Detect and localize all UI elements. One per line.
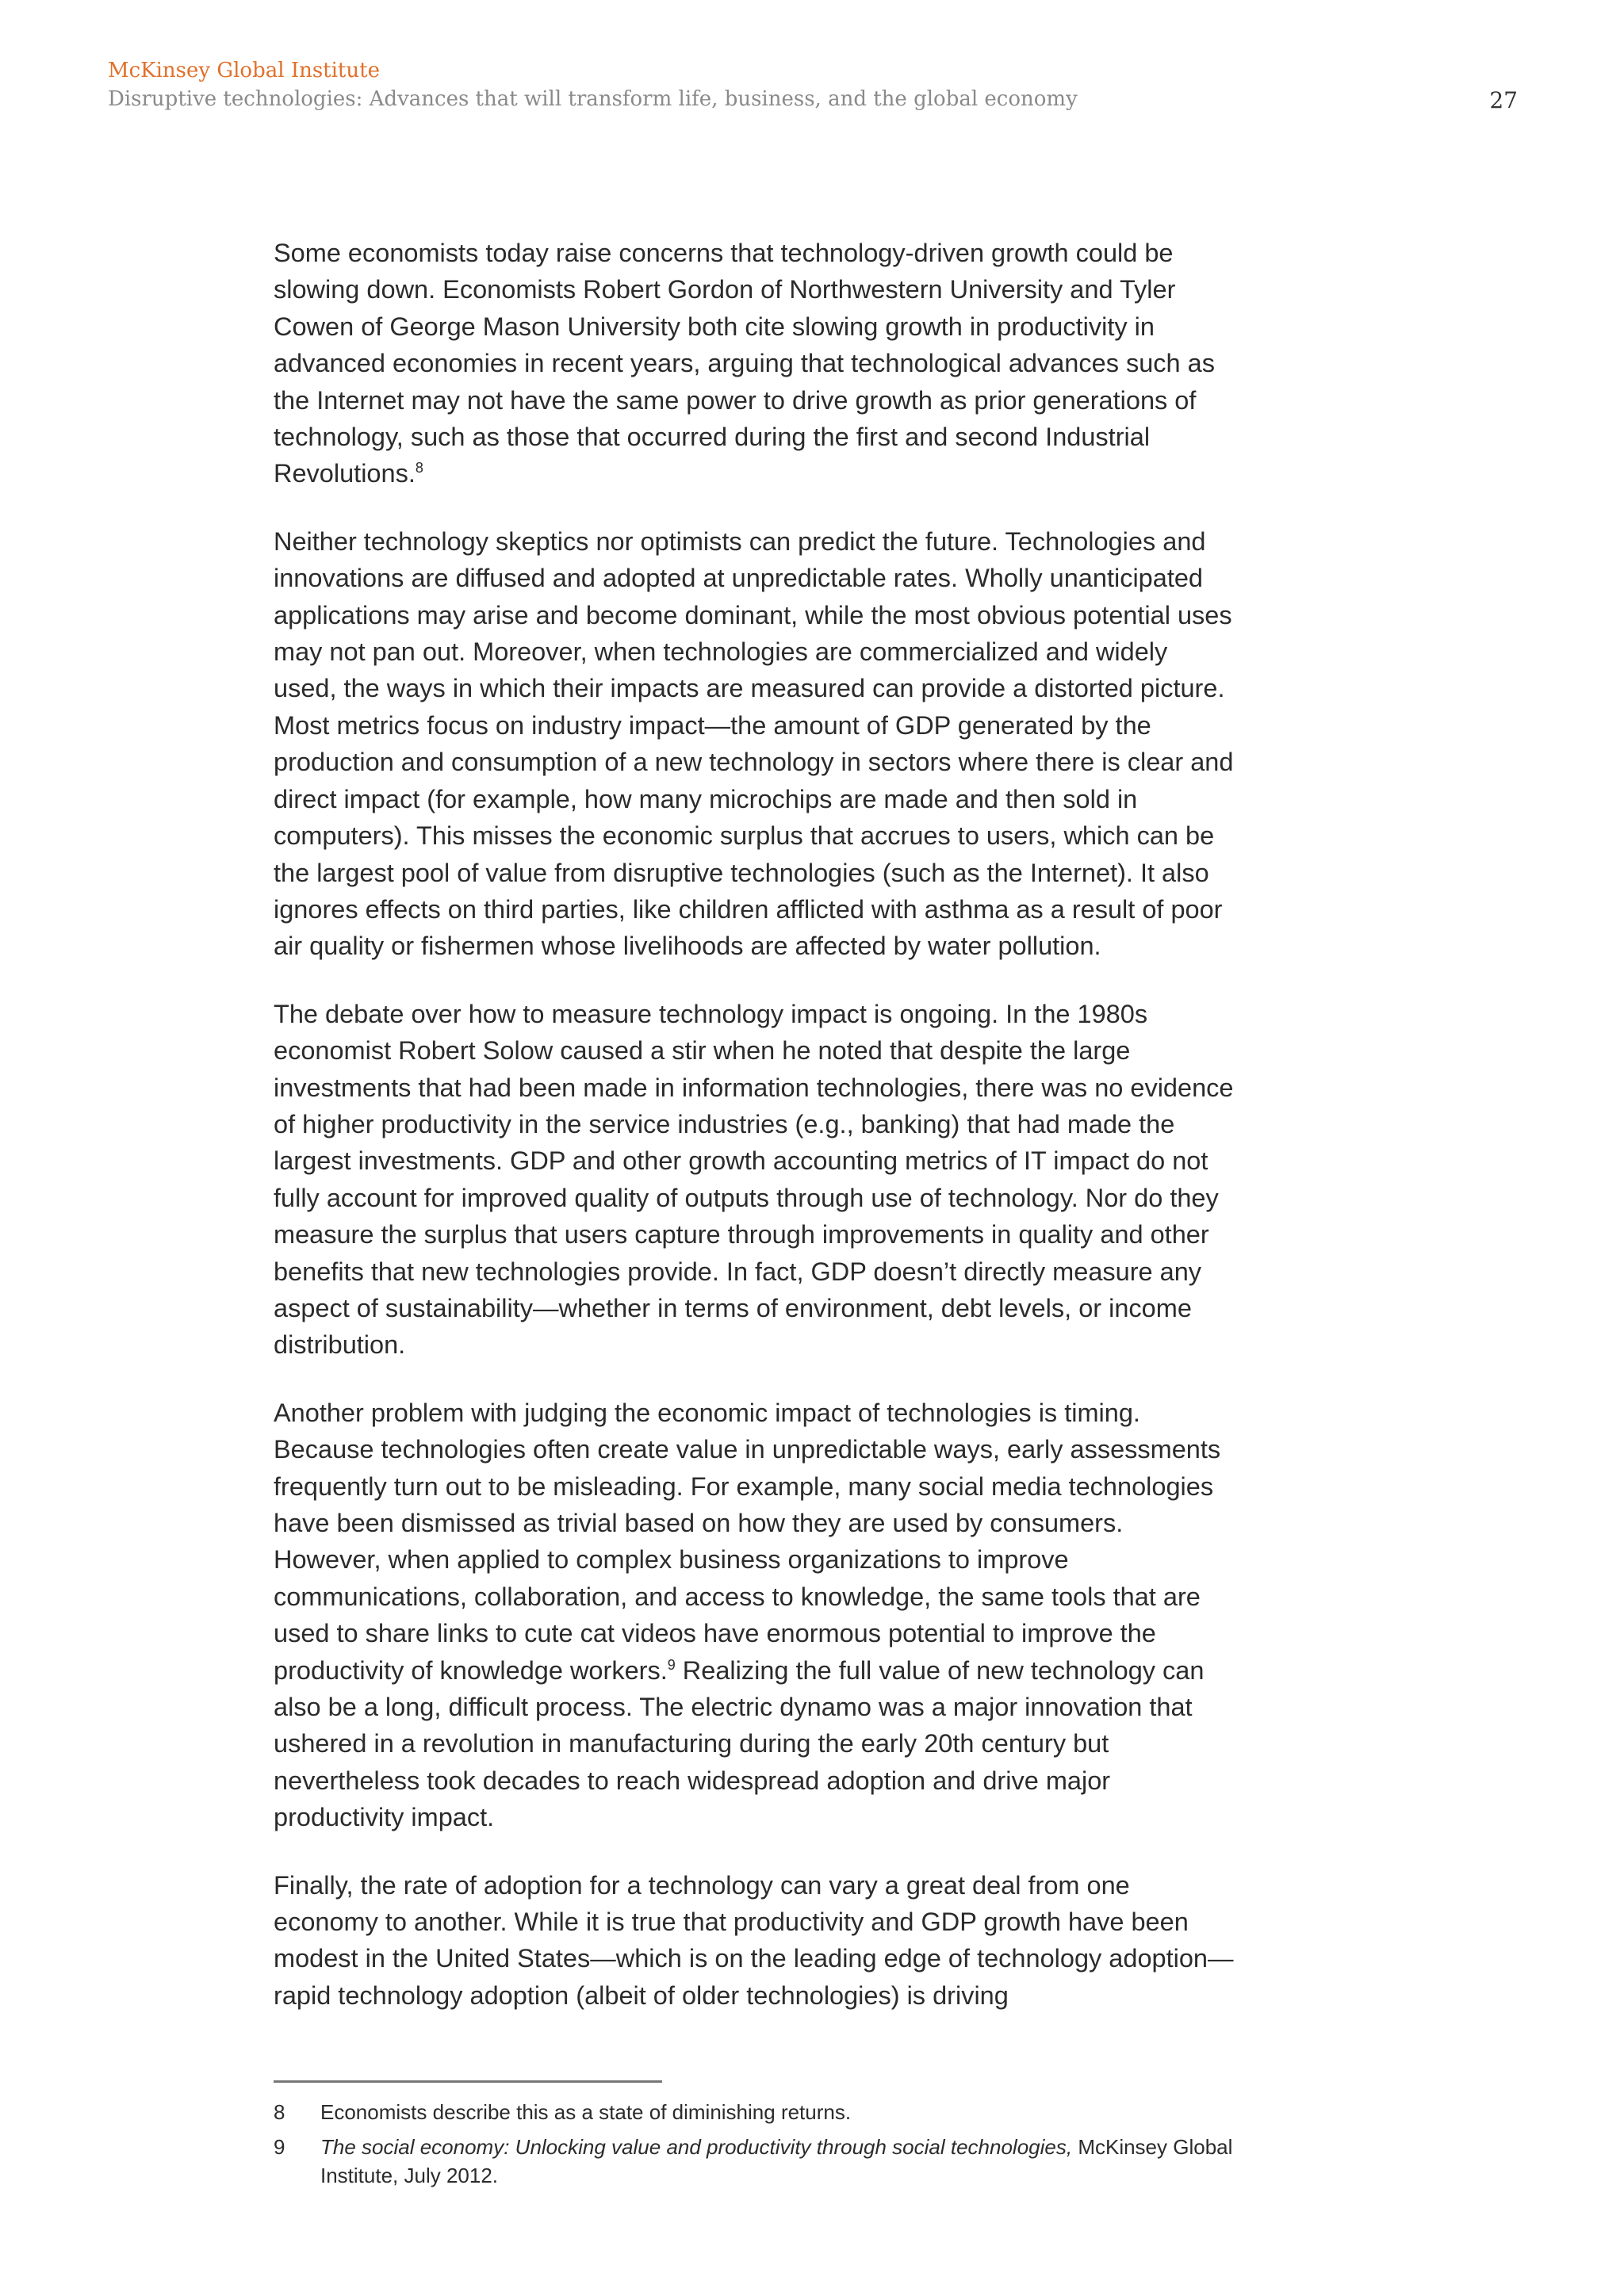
footnote-number: 9 xyxy=(274,2135,285,2159)
paragraph-4: Another problem with judging the economic impact of technologies is timing. Because technologies often create value in unpredictable ways, early assessments frequently turn out to be misleading. For example, many social media technologies have been dismissed as trivial based on how they are used by consumers. However, when applied to complex business organizations to improve communications, collaboration, and access to knowledge, the same tools that are used to share links to cute cat videos have enormous potential to improve the productivity of knowledge workers.$^9$ Realizing the full value of new technology can also be a long, difficult process. The electric dynamo was a major innovation that ushered in a revolution in manufacturing during the early 20th century but nevertheless took decades to reach widespread adoption and drive major productivity impact. xyxy=(274,1398,1221,1832)
paragraph-2: Neither technology skeptics nor optimists can predict the future. Technologies and innovations are diffused and adopted at unpredictable rates. Wholly unanticipated applications may arise and become dominant, while the most obvious potential uses may not pan out. Moreover, when technologies are commercialized and widely used, the ways in which their impacts are measured can provide a distorted picture. Most metrics focus on industry impact—the amount of GDP generated by the production and consumption of a new technology in sectors where there is clear and direct impact (for example, how many microchips are made and then sold in computers). This misses the economic surplus that accrues to users, which can be the largest pool of value from disruptive technologies (such as the Internet). It also ignores effects on third parties, like children afflicted with asthma as a result of poor air quality or fishermen whose livelihoods are affected by water pollution. xyxy=(274,526,1234,961)
footnote-8 xyxy=(274,2098,1241,2126)
header-report-title: Disruptive technologies: Advances that will transform life, business, and the global economy xyxy=(108,87,1078,111)
cited-publication-title: The social economy: Unlocking value and productivity through social technologies, xyxy=(320,2135,1073,2159)
footnote-text: The social economy: Unlocking value and productivity through social technologies, McKinsey Global Institute, July 2012. xyxy=(320,2135,1233,2187)
footnotes xyxy=(274,2098,1241,2196)
footnote-text: Economists describe this as a state of diminishing returns. xyxy=(320,2100,852,2124)
paragraph-5: Finally, the rate of adoption for a technology can vary a great deal from one economy to another. While it is true that productivity and GDP growth have been modest in the United States—which is on the leading edge of technology adoption—rapid technology adoption (albeit of older technologies) is driving xyxy=(274,1870,1234,2010)
paragraph-1: Some economists today raise concerns that technology-driven growth could be slowing down. Economists Robert Gordon of Northwestern University and Tyler Cowen of George Mason University both cite slowing growth in productivity in advanced economies in recent years, arguing that technological advances such as the Internet may not have the same power to drive growth as prior generations of technology, such as those that occurred during the first and second Industrial Revolutions.$^8$ xyxy=(274,239,1215,488)
footnote-ref-8[interactable]: 8 xyxy=(415,460,423,476)
body-text xyxy=(274,235,1237,2045)
page-number: 27 xyxy=(1489,87,1518,113)
paragraph-3: The debate over how to measure technology impact is ongoing. In the 1980s economist Robert Solow caused a stir when he noted that despite the large investments that had been made in information technologies, there was no evidence of higher productivity in the service industries (e.g., banking) that had made the largest investments. GDP and other growth accounting metrics of IT impact do not fully account for improved quality of outputs through use of technology. Nor do they measure the surplus that users capture through improvements in quality and other benefits that new technologies provide. In fact, GDP doesn’t directly measure any aspect of sustainability—whether in terms of environment, debt levels, or income distribution. xyxy=(274,999,1234,1360)
footnote-9 xyxy=(274,2133,1241,2190)
header-organization: McKinsey Global Institute xyxy=(108,59,380,82)
footnote-ref-9[interactable]: 9 xyxy=(667,1656,676,1673)
footnote-divider xyxy=(274,2080,662,2083)
footnote-number: 8 xyxy=(274,2100,285,2124)
